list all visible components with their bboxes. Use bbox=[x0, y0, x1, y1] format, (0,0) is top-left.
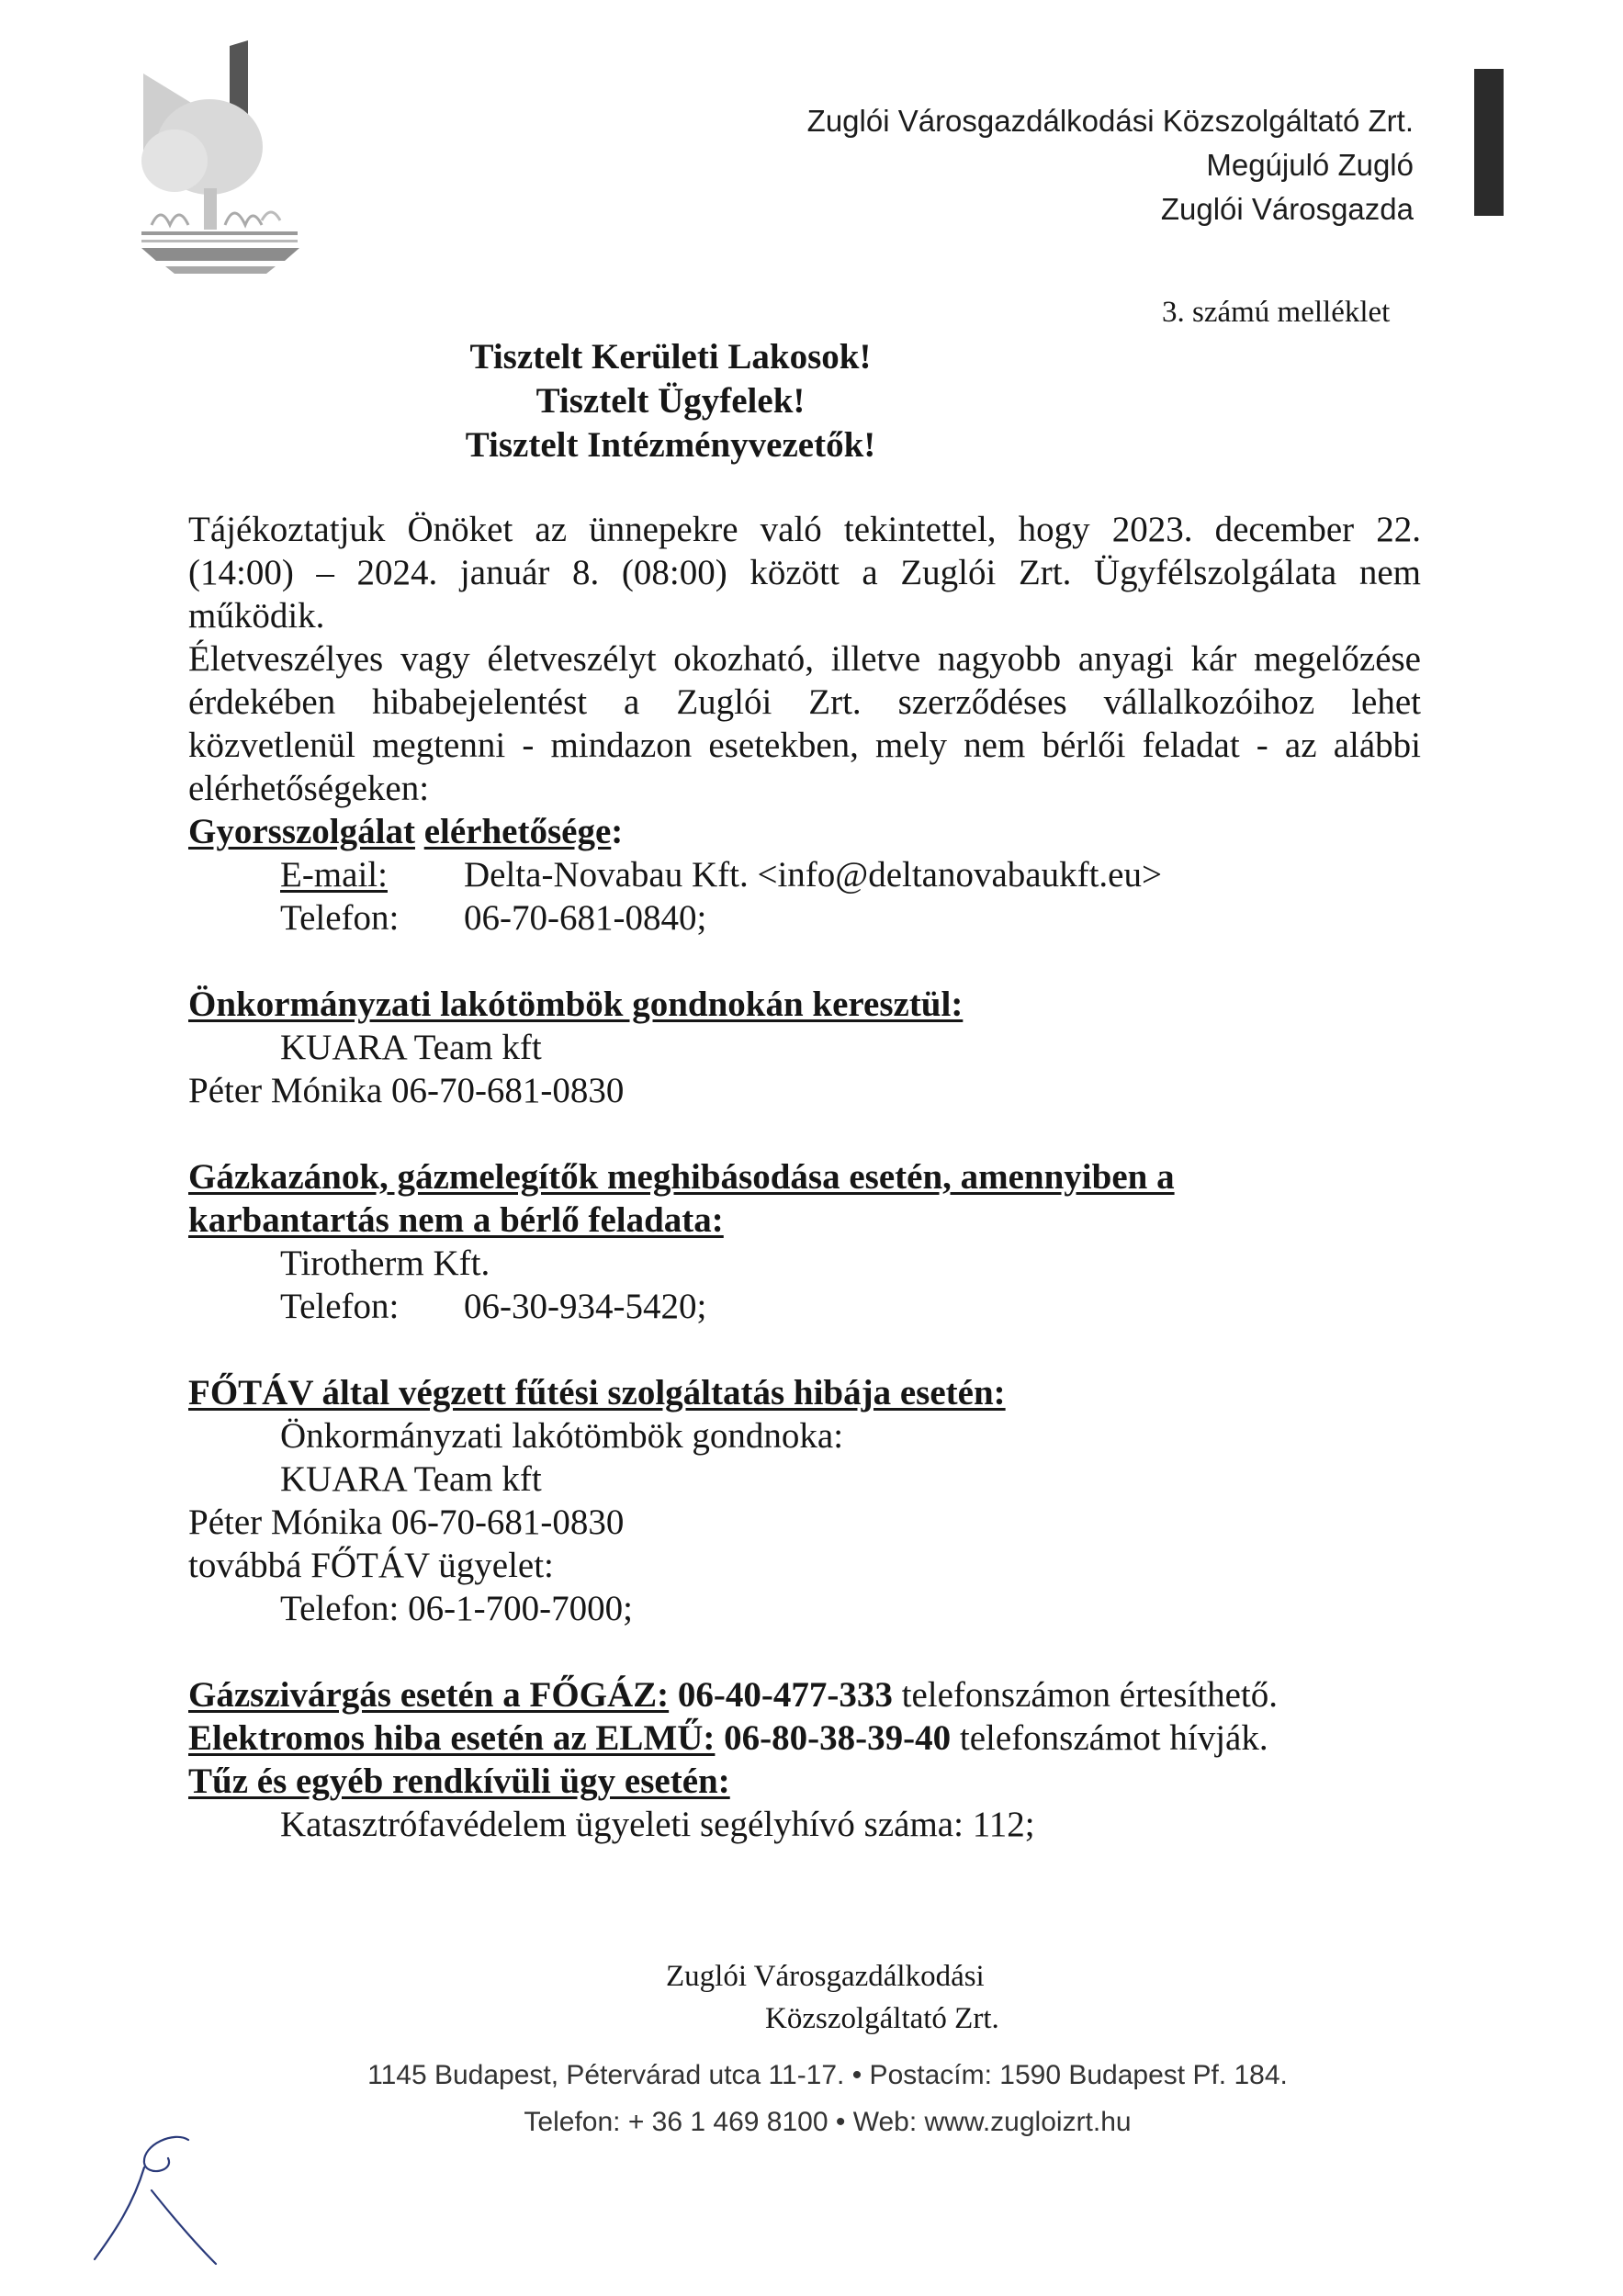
fire-heading: Tűz és egyéb rendkívüli ügy esetén: bbox=[188, 1761, 730, 1801]
intro-line: (14:00) – 2024. január 8. (08:00) között a Zuglói Zrt. Ügyfélszolgálata nem bbox=[188, 553, 1421, 592]
footer-company bbox=[666, 1955, 1043, 2040]
phone-label: Telefon: bbox=[280, 898, 400, 938]
gas-boiler-heading: Gázkazánok, gázmelegítők meghibásodása esetén, amennyiben a bbox=[188, 1157, 1175, 1197]
quick-service-heading: Gyorsszolgálat elérhetősége: bbox=[188, 812, 624, 851]
electric-row bbox=[188, 1716, 1421, 1760]
gas-boiler-phone-row bbox=[188, 1285, 1421, 1328]
quick-phone-row bbox=[188, 896, 1421, 940]
gas-leak-label: Gázszivárgás esetén a FŐGÁZ: bbox=[188, 1675, 670, 1715]
letter-body bbox=[188, 508, 1421, 1846]
phone-value: 06-70-681-0840; bbox=[464, 898, 707, 938]
caretaker-heading: Önkormányzati lakótömbök gondnokán keresztül: bbox=[188, 985, 964, 1024]
footer-phone-web: Telefon: + 36 1 469 8100 • Web: www.zugloizrt.hu bbox=[524, 2107, 1132, 2137]
email-label: E-mail: bbox=[280, 855, 388, 895]
heating-heading: FŐTÁV által végzett fűtési szolgáltatás hibája esetén: bbox=[188, 1373, 1006, 1412]
intro-line: érdekében hibabejelentést a Zuglói Zrt. szerződéses vállalkozóihoz lehet bbox=[188, 682, 1421, 722]
caretaker-company: KUARA Team kft bbox=[280, 1028, 542, 1067]
intro-line: közvetlenül megtenni - mindazon esetekben, mely nem bérlői feladat - az alábbi bbox=[188, 726, 1421, 765]
annex-label: 3. számú melléklet bbox=[1162, 296, 1391, 329]
gas-leak-number: 06-40-477-333 bbox=[677, 1675, 893, 1715]
electric-number: 06-80-38-39-40 bbox=[724, 1718, 952, 1758]
footer-contact bbox=[0, 2052, 1623, 2145]
intro-line: Tájékoztatjuk Önöket az ünnepekre való tekintettel, hogy 2023. december 22. bbox=[188, 510, 1421, 549]
heating-line: továbbá FŐTÁV ügyelet: bbox=[188, 1546, 554, 1585]
greeting-line: Tisztelt Kerületi Lakosok! bbox=[469, 337, 872, 377]
footer-company-line: Zuglói Városgazdálkodási bbox=[666, 1960, 985, 1993]
heating-line: Péter Mónika 06-70-681-0830 bbox=[188, 1503, 625, 1542]
heating-line: KUARA Team kft bbox=[280, 1459, 542, 1499]
fire-line: Katasztrófavédelem ügyeleti segélyhívó száma: 112; bbox=[280, 1805, 1035, 1844]
footer-address: 1145 Budapest, Pétervárad utca 11-17. • Postacím: 1590 Budapest Pf. 184. bbox=[367, 2060, 1288, 2090]
letterhead bbox=[807, 99, 1414, 231]
intro-line: működik. bbox=[188, 596, 325, 636]
zuglo-tree-logo-icon bbox=[138, 37, 303, 285]
letterhead-company: Zuglói Városgazdálkodási Közszolgáltató Zrt. bbox=[806, 104, 1414, 138]
quick-service-title-2: elérhetősége bbox=[423, 812, 612, 851]
handwritten-signature-icon bbox=[87, 2122, 234, 2268]
heating-line: Önkormányzati lakótömbök gondnoka: bbox=[280, 1416, 844, 1456]
electric-label: Elektromos hiba esetén az ELMŰ: bbox=[188, 1718, 716, 1758]
intro-line: Életveszélyes vagy életveszélyt okozható, illetve nagyobb anyagi kár megelőzése bbox=[188, 639, 1421, 679]
scan-edge-mark bbox=[1474, 69, 1504, 216]
gas-boiler-company: Tirotherm Kft. bbox=[280, 1244, 490, 1283]
quick-email-row bbox=[188, 853, 1421, 896]
letterhead-brand: Megújuló Zugló bbox=[1206, 148, 1414, 182]
greeting-line: Tisztelt Ügyfelek! bbox=[535, 381, 806, 421]
letterhead-brand-2: Zuglói Városgazda bbox=[1160, 192, 1414, 226]
quick-service-title: Gyorsszolgálat bbox=[188, 812, 415, 851]
heating-line: Telefon: 06-1-700-7000; bbox=[280, 1589, 633, 1628]
electric-text: telefonszámot hívják. bbox=[959, 1718, 1268, 1758]
caretaker-contact: Péter Mónika 06-70-681-0830 bbox=[188, 1071, 625, 1110]
greeting-line: Tisztelt Intézményvezetők! bbox=[465, 425, 876, 465]
intro-line: elérhetőségeken: bbox=[188, 769, 430, 808]
gas-leak-text: telefonszámon értesíthető. bbox=[901, 1675, 1278, 1715]
phone-value: 06-30-934-5420; bbox=[464, 1287, 707, 1326]
gas-boiler-heading-2: karbantartás nem a bérlő feladata: bbox=[188, 1200, 724, 1240]
email-value: Delta-Novabau Kft. <info@deltanovabaukft.eu> bbox=[464, 855, 1162, 895]
footer-company-line-2: Közszolgáltató Zrt. bbox=[765, 2002, 999, 2035]
greeting bbox=[367, 335, 974, 467]
gas-leak-row bbox=[188, 1673, 1421, 1716]
phone-label: Telefon: bbox=[280, 1287, 400, 1326]
